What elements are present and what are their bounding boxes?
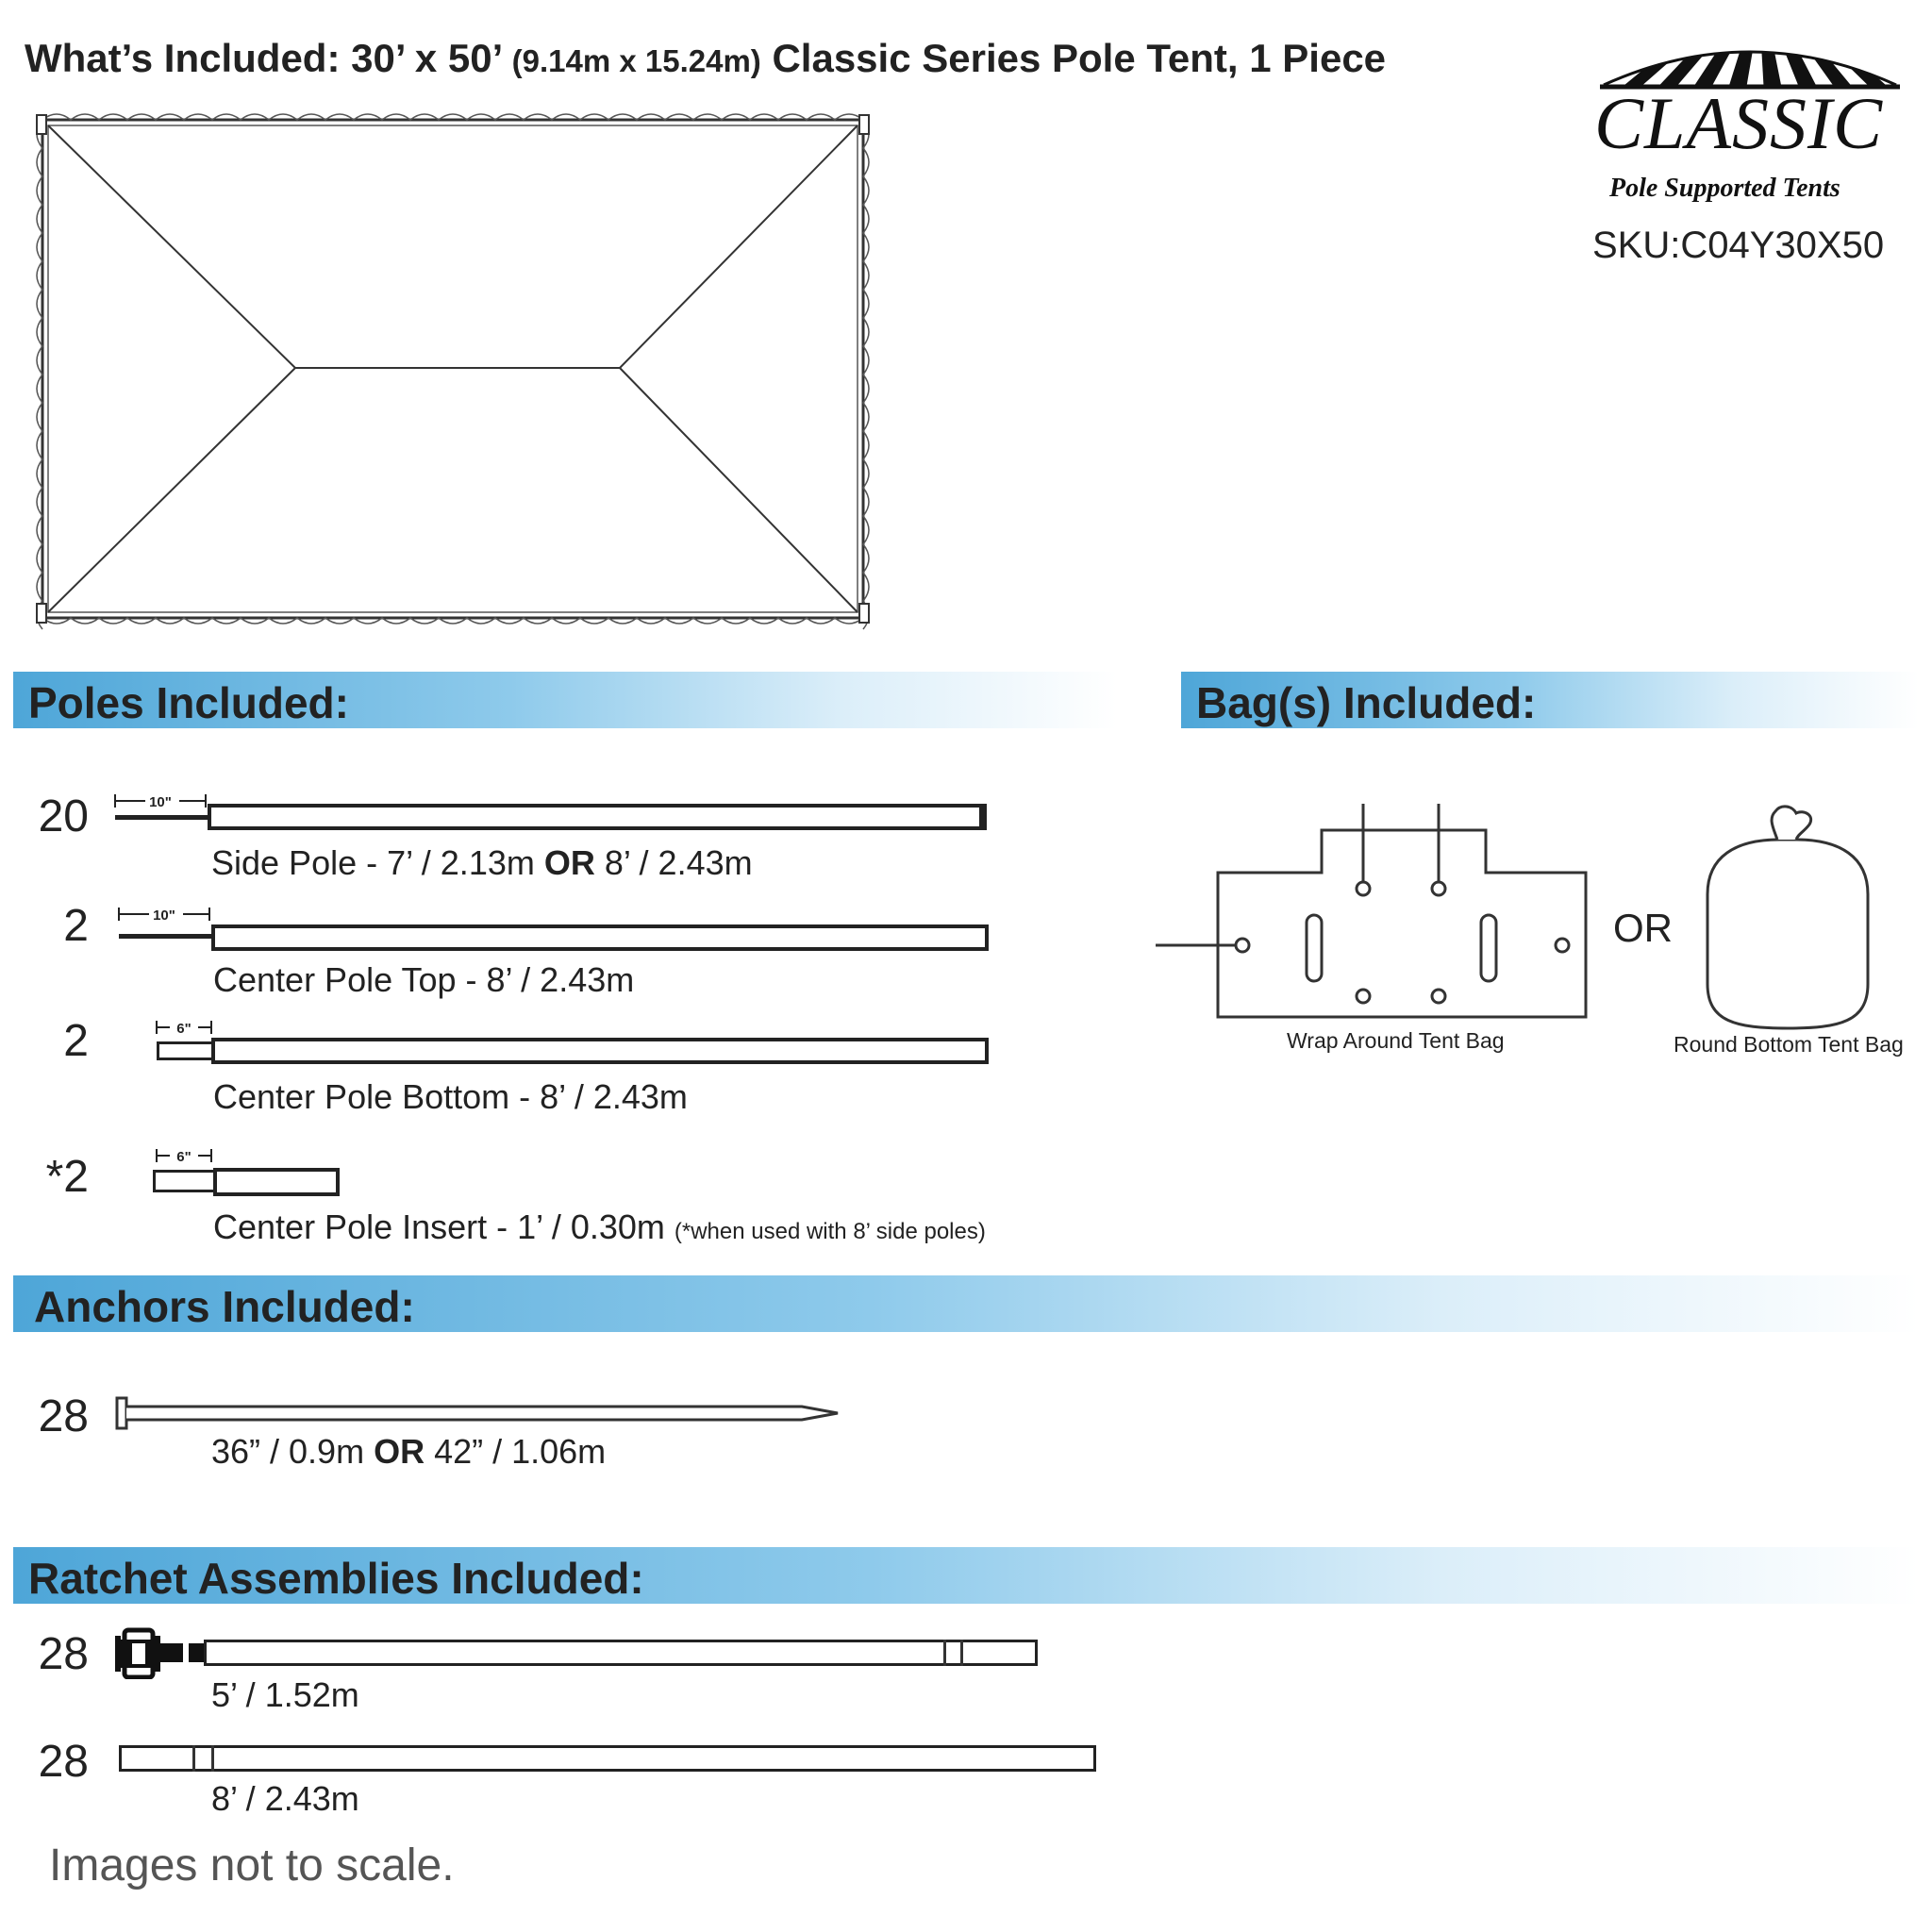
anchor-quantity: 28 — [38, 1391, 89, 1441]
center-pole-bottom-graphic — [211, 1038, 989, 1064]
wrap-bag-caption: Wrap Around Tent Bag — [1287, 1028, 1505, 1053]
ratchet-strap-long — [119, 1745, 1096, 1772]
strap-stitch — [960, 1640, 963, 1666]
pole-label-text: Center Pole Insert - 1’ / 0.30m — [213, 1208, 675, 1246]
pole-label — [213, 1208, 986, 1247]
strap-stitch — [211, 1745, 214, 1772]
poles-section-title: Poles Included: — [28, 678, 349, 727]
wrap-around-tent-bag-graphic — [1156, 792, 1599, 1038]
bags-section-title: Bag(s) Included: — [1196, 678, 1537, 727]
pole-quantity: 2 — [63, 1016, 89, 1066]
dimension-label: 10" — [153, 908, 175, 924]
logo-tagline: Pole Supported Tents — [1609, 174, 1840, 203]
pole-label-alt: 8’ / 2.43m — [594, 843, 753, 882]
ratchets-section-title: Ratchet Assemblies Included: — [28, 1554, 644, 1603]
bags-section-header — [1181, 672, 1919, 728]
strap-stitch — [943, 1640, 946, 1666]
anchor-label-text: 36” / 0.9m — [211, 1432, 375, 1471]
center-pole-insert-graphic — [213, 1168, 340, 1196]
pole-label-text: Center Pole Top - 8’ / 2.43m — [213, 960, 635, 999]
pole-insert-tip — [157, 1041, 215, 1060]
anchor-label — [211, 1432, 606, 1472]
anchor-stake-graphic — [113, 1394, 849, 1432]
page-title — [25, 36, 1386, 81]
strap-stitch — [192, 1745, 195, 1772]
tent-top-view-diagram — [24, 106, 891, 643]
or-text: OR — [374, 1432, 425, 1471]
ratchet-label: 5’ / 1.52m — [211, 1675, 359, 1714]
anchors-section-title: Anchors Included: — [34, 1282, 415, 1331]
footer-note: Images not to scale. — [49, 1840, 455, 1890]
anchor-label-alt: 42” / 1.06m — [425, 1432, 607, 1471]
side-pole-graphic — [208, 804, 987, 830]
pole-label — [213, 1077, 688, 1117]
pole-quantity: 20 — [38, 791, 89, 841]
ratchet-buckle-icon — [111, 1626, 215, 1679]
poles-section-header — [13, 672, 1117, 728]
pole-label — [211, 843, 753, 883]
pole-tip — [119, 934, 213, 939]
pole-label — [213, 960, 634, 1000]
pole-label-text: Center Pole Bottom - 8’ / 2.43m — [213, 1077, 688, 1116]
logo-brand: CLASSIC — [1594, 82, 1884, 164]
title-metric: (9.14m x 15.24m) — [511, 43, 761, 78]
round-bottom-tent-bag-graphic — [1698, 791, 1877, 1034]
anchors-section-header — [13, 1275, 1919, 1332]
ratchets-section-header — [13, 1547, 1919, 1604]
pole-quantity: *2 — [45, 1152, 89, 1202]
dimension-label: 6" — [176, 1149, 192, 1165]
dimension-label: 6" — [176, 1021, 192, 1037]
round-bag-caption: Round Bottom Tent Bag — [1674, 1032, 1904, 1057]
pole-tip — [115, 815, 209, 820]
ratchet-label: 8’ / 2.43m — [211, 1779, 359, 1818]
pole-insert-tip — [153, 1170, 217, 1192]
title-suffix: Classic Series Pole Tent, 1 Piece — [760, 36, 1387, 80]
center-pole-top-graphic — [211, 924, 989, 951]
sku-label: SKU:C04Y30X50 — [1592, 225, 1885, 266]
pole-label-text: Side Pole - 7’ / 2.13m — [211, 843, 544, 882]
ratchet-quantity: 28 — [38, 1629, 89, 1679]
dimension-label: 10" — [149, 794, 172, 810]
pole-quantity: 2 — [63, 901, 89, 951]
title-main: What’s Included: 30’ x 50’ — [25, 36, 512, 80]
bags-or-text: OR — [1613, 906, 1673, 950]
ratchet-strap-short — [204, 1640, 1038, 1666]
or-text: OR — [543, 843, 595, 882]
pole-note: (*when used with 8’ side poles) — [674, 1219, 986, 1244]
classic-logo — [1585, 28, 1896, 266]
ratchet-quantity: 28 — [38, 1737, 89, 1787]
dimension-marker — [115, 898, 219, 936]
